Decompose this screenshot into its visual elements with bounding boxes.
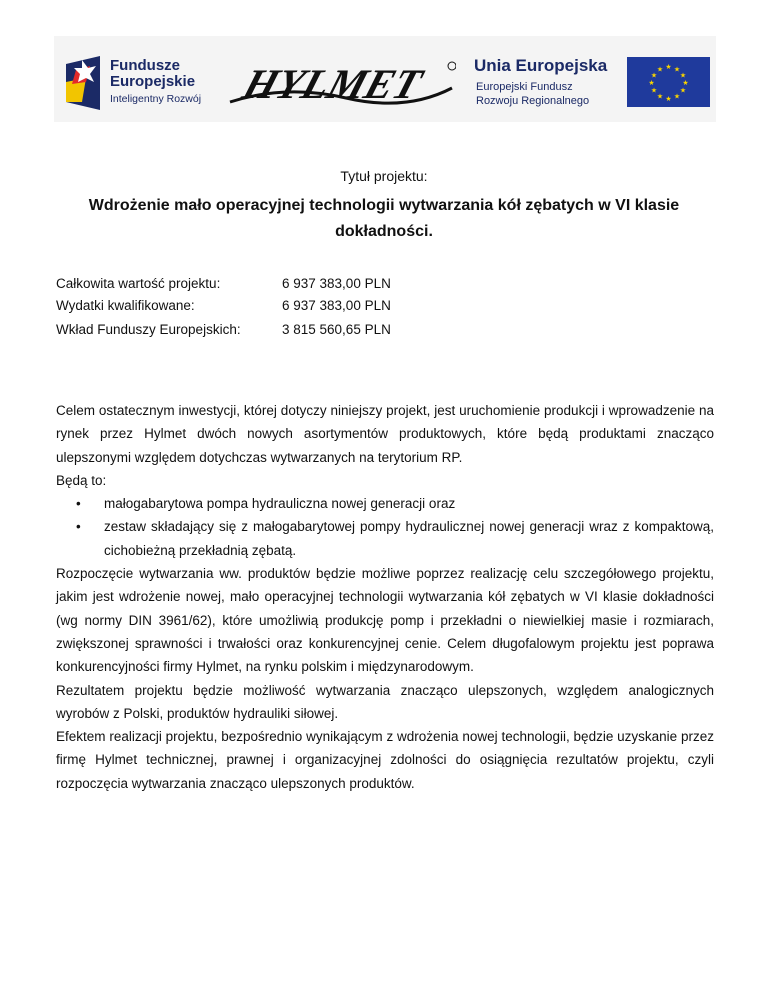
svg-text:★: ★ (682, 79, 689, 87)
svg-text:★: ★ (656, 65, 664, 74)
financial-label: Całkowita wartość projektu: (56, 276, 221, 291)
project-description (56, 399, 714, 795)
paragraph: Będą to: (56, 472, 107, 488)
fe-program: Inteligentny Rozwój (110, 93, 202, 105)
financial-value: 6 937 383,00 PLN (282, 276, 391, 291)
financial-label: Wkład Funduszy Europejskich: (56, 322, 241, 337)
financial-value: 3 815 560,65 PLN (282, 322, 391, 337)
fe-name: Fundusze Europejskie (110, 57, 196, 90)
paragraph: Celem ostatecznym inwestycji, której dotyczy niniejszy projekt, jest uruchomienie produkcji i wprowadzenie na rynek przez Hylmet dwóch nowych asortymentów produktowych, które będą produktami znacząco ulepszonymi względem dotychczas wytwarzanych na terytorium RP. (56, 403, 714, 465)
bullet-icon: • (76, 519, 81, 535)
paragraph: Rezultatem projektu będzie możliwość wytwarzania znacząco ulepszonych, względem analogicznych wyrobów z Polski, produktów hydrauliki siłowej. (56, 682, 714, 721)
svg-text:★: ★ (673, 92, 681, 101)
financial-value: 6 937 383,00 PLN (282, 298, 391, 313)
project-label: Tytuł projektu: (340, 168, 428, 184)
hylmet-logo (226, 58, 456, 108)
product-list (56, 492, 714, 562)
svg-text:★: ★ (679, 86, 687, 95)
eu-flag-icon (627, 57, 710, 107)
list-item: • zestaw składający się z małogabarytowej pompy hydraulicznej nowej generacji wraz z kompaktową, cichobieżną przekładnią zębatą. (56, 515, 714, 562)
svg-text:★: ★ (665, 63, 672, 71)
svg-text:★: ★ (650, 71, 658, 80)
svg-text:★: ★ (656, 92, 664, 101)
svg-text:★: ★ (679, 71, 687, 80)
svg-text:★: ★ (648, 79, 655, 87)
financial-label: Wydatki kwalifikowane: (56, 298, 195, 313)
svg-text:★: ★ (650, 86, 658, 95)
project-title: Wdrożenie mało operacyjnej technologii wytwarzania kół zębatych w VI klasie dokładności. (88, 197, 680, 240)
svg-text:★: ★ (673, 65, 681, 74)
list-item: • małogabarytowa pompa hydrauliczna nowej generacji oraz (56, 492, 714, 515)
paragraph: Rozpoczęcie wytwarzania ww. produktów będzie możliwe poprzez realizację celu szczegółowego projektu, jakim jest wdrożenie nowej, mało operacyjnej technologii wytwarzania kół zębatych w VI klasie dokładności (wg normy DIN 3961/62), które umożliwią produkcję pomp i przekładni o niewielkiej masie i rozmiarach, zwiększonej sprawności i trwałości oraz konkurencyjnej cenie. Celem długofalowym projektu jest poprawa konkurencyjności firmy Hylmet, na rynku polskim i międzynarodowym. (56, 566, 714, 675)
svg-text:★: ★ (665, 95, 672, 103)
bullet-icon: • (76, 496, 81, 512)
hylmet-logo-text: HYLMET (237, 61, 428, 108)
eu-title: Unia Europejska (474, 56, 608, 75)
eu-fund-name: Europejski Fundusz Rozwoju Regionalnego (476, 81, 590, 107)
paragraph: Efektem realizacji projektu, bezpośrednio wynikającym z wdrożenia nowej technologii, będzie uzyskanie przez firmę Hylmet technicznej, prawnej i organizacyjnej zdolności do osiągnięcia rezultatów projektu, czyli rozpoczęcia wytwarzania znacząco ulepszonych produktów. (56, 729, 714, 791)
